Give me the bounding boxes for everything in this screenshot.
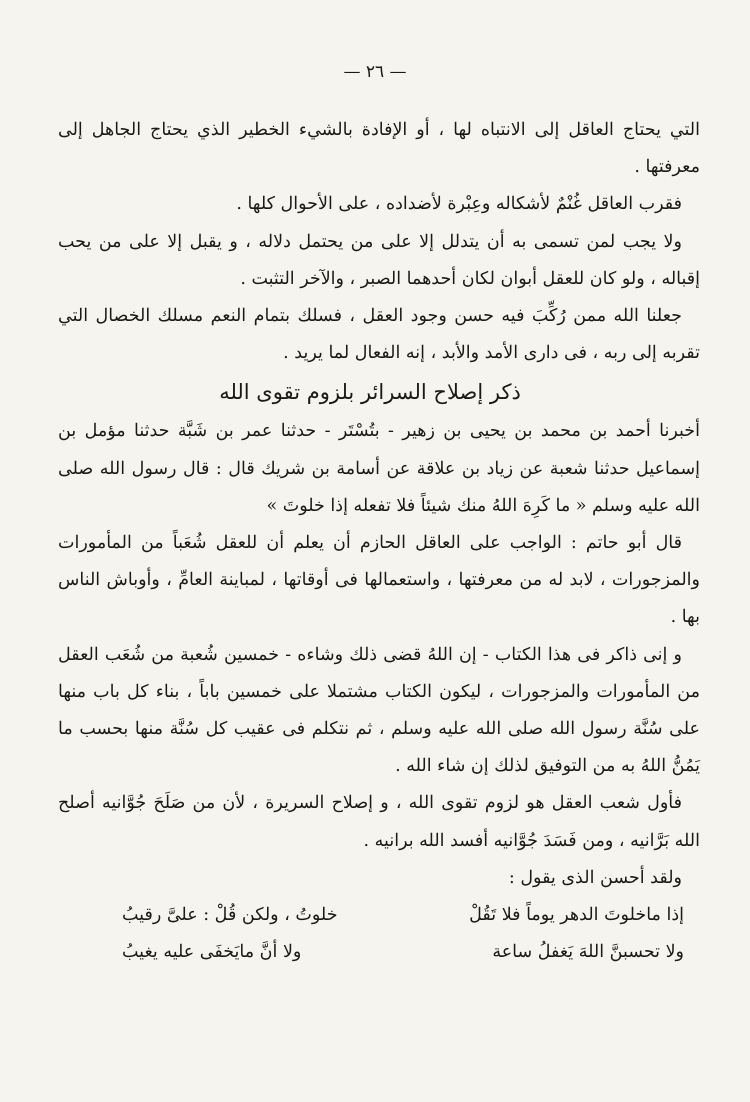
paragraph: ولا يجب لمن تسمى به أن يتدلل إلا على من يحتمل دلاله ، و يقبل إلا على من يحب إقباله ، ولو كان للعقل أبوان لكان أحدهما الصبر ، والآخر التثبت .	[58, 231, 700, 289]
paragraph: فأول شعب العقل هو لزوم تقوى الله ، و إصلاح السريرة ، لأن من صَلَحَ جُوَّانيه أصلح الله بَرَّانيه ، ومن فَسَدَ جُوَّانيه أفسد الله برانيه .	[58, 793, 700, 851]
poem	[58, 897, 700, 971]
page-text	[58, 112, 700, 971]
paragraph: فقرب العاقل غُنْمٌ لأشكاله وعِبْرة لأضداده ، على الأحوال كلها .	[236, 194, 682, 215]
paragraph: قال أبو حاتم : الواجب على العاقل الحازم أن يعلم أن للعقل شُعَباً من المأمورات والمزجورات ، لابد له من معرفتها ، واستعمالها فى أوقاتها ، لمباينة العامِّ ، وأوباش الناس بها .	[58, 533, 700, 628]
poem-hemistich-second: خلوتُ ، ولكن قُلْ : علىَّ رقيبُ	[122, 905, 338, 926]
poem-hemistich-second: ولا أنَّ مايَخفَى عليه يغيبُ	[122, 942, 302, 963]
paragraph: التي يحتاج العاقل إلى الانتباه لها ، أو الإفادة بالشيء الخطير الذي يحتاج الجاهل إلى معرفتها .	[58, 120, 700, 178]
paragraph: ولقد أحسن الذى يقول :	[508, 867, 682, 888]
poem-line	[58, 897, 700, 934]
paragraph: جعلنا الله ممن رُكِّبَ فيه حسن وجود العقل ، فسلك بتمام النعم مسلك الخصال التي تقربه إلى ربه ، فى دارى الأمد والأبد ، إنه الفعال لما يريد .	[58, 306, 700, 364]
paragraph: و إنى ذاكر فى هذا الكتاب - إن اللهُ قضى ذلك وشاءه - خمسين شُعبة من شُعَب العقل من المأمورات والمزجورات ، ليكون الكتاب مشتملا على خمسين باباً ، بناء كل باب منها على سُنَّة رسول الله صلى الله عليه وسلم ، ثم نتكلم فى عقيب كل سُنَّة منها بحسب ما يَمُنُّ اللهُ به من التوفيق لذلك إن شاء الله .	[58, 644, 700, 777]
paragraph: أخبرنا أحمد بن محمد بن يحيى بن زهير - بتُسْتَر - حدثنا عمر بن شَبَّة حدثنا مؤمل بن إسماعيل حدثنا شعبة عن زياد بن علاقة عن أسامة بن شريك قال : قال رسول الله صلى الله عليه وسلم « ما كَرِهَ اللهُ منك شيئاً فلا تفعله إذا خلوتَ »	[58, 421, 700, 516]
page-number: — ٢٦ —	[343, 62, 407, 82]
poem-line	[58, 934, 700, 971]
section-heading: ذكر إصلاح السرائر بلزوم تقوى الله	[219, 380, 521, 405]
poem-hemistich-first: ولا تحسبنَّ اللهَ يَغفلُ ساعة	[492, 942, 684, 963]
poem-hemistich-first: إذا ماخلوتَ الدهر يوماً فلا تَقُلْ	[469, 905, 684, 926]
